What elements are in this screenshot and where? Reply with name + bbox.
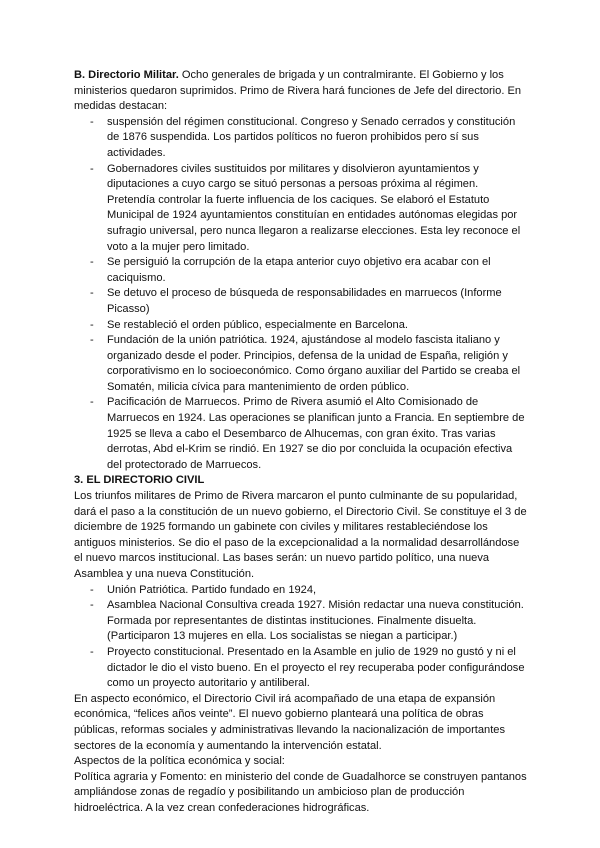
- list-item: - Se restableció el orden público, especialmente en Barcelona.: [74, 318, 529, 334]
- list-item: - Se detuvo el proceso de búsqueda de responsabilidades en marruecos (Informe Picasso): [74, 286, 529, 317]
- list-item: - Proyecto constitucional. Presentado en la Asamble en julio de 1929 no gustó y ni el dictador le dio el visto bueno. En el proyecto el rey recuperaba poder configurándose como un proyecto autoritario y antiliberal.: [74, 645, 529, 692]
- document-page: [74, 68, 529, 817]
- section-b-intro-text: Ocho generales de brigada y un contralmirante. El Gobierno y los ministerios quedaron suprimidos. Primo de Rivera hará funciones de Jefe del directorio. En medidas destacan:: [74, 69, 522, 113]
- list-item: - Pacificación de Marruecos. Primo de Rivera asumió el Alto Comisionado de Marruecos en 1924. Las operaciones se planifican junto a Francia. En septiembre de 1925 se lleva a cabo el Desembarco de Alhucemas, con gran éxito. Tras varias derrotas, Abd el-Krim se rindió. En 1927 se dio por concluida la ocupación efectiva del protectorado de Marruecos.: [74, 395, 529, 473]
- list-item: - Se persiguió la corrupción de la etapa anterior cuyo objetivo era acabar con el caciquismo.: [74, 255, 529, 286]
- list-item: - Gobernadores civiles sustituidos por militares y disolvieron ayuntamientos y diputaciones a cuyo cargo se situó personas a persoas próxima al régimen. Pretendía controlar la fuerte influencia de los caciques. Se elaboró el Estatuto Municipal de 1924 ayuntamientos constituían en entidades autónomas elegidas por sufragio universal, pero nunca llegaron a realizarse elecciones. Esta ley reconoce el voto a la mujer pero limitado.: [74, 162, 529, 256]
- aspects-heading: Aspectos de la política económica y social:: [74, 755, 285, 768]
- section-b-title: B. Directorio Militar.: [74, 69, 179, 81]
- section-3-intro-paragraph: Los triunfos militares de Primo de Rivera marcaron el punto culminante de su popularidad, dará el paso a la constitución de un nuevo gobierno, el Directorio Civil. Se constituye el 3 de diciembre de 1925 formando un gabinete con civiles y militares restableciéndose los antiguos ministerios. Se dio el paso de la excepcionalidad a la normalidad desarrollándose el nuevo marcos institucional. Las bases serán: un nuevo partido político, una nueva Asamblea y una nueva Constitución.: [74, 490, 527, 580]
- list-item: - Unión Patriótica. Partido fundado en 1924,: [74, 583, 529, 599]
- list-item: - suspensión del régimen constitucional. Congreso y Senado cerrados y constitución de 1876 suspendida. Los partidos políticos no fueron prohibidos pero sí sus actividades.: [74, 115, 529, 162]
- agrarian-paragraph: Política agraria y Fomento: en ministerio del conde de Guadalhorce se construyen pantanos ampliándose zonas de regadío y posibilitando un ambicioso plan de producción hidroeléctrica. A la vez crean confederaciones hidrográficas.: [74, 770, 527, 814]
- list-item: - Asamblea Nacional Consultiva creada 1927. Misión redactar una nueva constitución. Formada por representantes de distintas instituciones. Finalmente disuelta. (Participaron 13 mujeres en ella. Los socialistas se niegan a participar.): [74, 598, 529, 645]
- economy-paragraph: En aspecto económico, el Directorio Civil irá acompañado de una etapa de expansión económica, “felices años veinte”. El nuevo gobierno planteará una política de obras públicas, reformas sociales y administrativas llevando la nacionalización de importantes sectores de la economía y aumentando la intervención estatal.: [74, 692, 506, 752]
- section-b-intro-paragraph: [74, 68, 529, 115]
- list-item: - Fundación de la unión patriótica. 1924, ajustándose al modelo fascista italiano y organizado desde el poder. Principios, defensa de la unidad de España, religión y corporativismo en lo socioeconómico. Como órgano auxiliar del Partido se creaba el Somatén, milicia cívica para mantenimiento de orden público.: [74, 333, 529, 395]
- section-3-bases-list: [74, 583, 529, 692]
- section-b-measures-list: [74, 115, 529, 474]
- section-3-heading: 3. EL DIRECTORIO CIVIL: [74, 474, 205, 487]
